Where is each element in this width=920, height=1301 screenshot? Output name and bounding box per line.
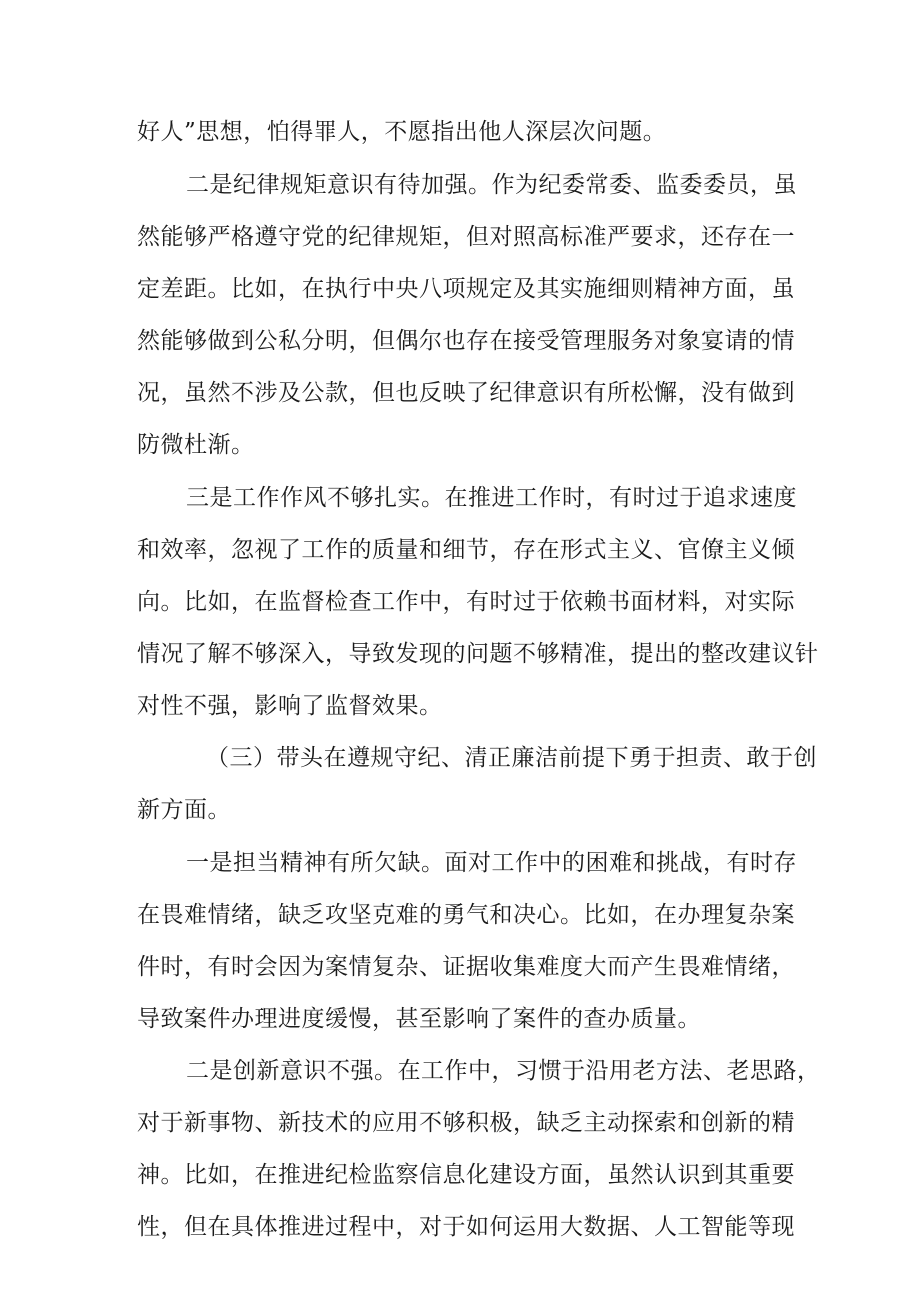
paragraph-responsibility-start: 一是担当精神有所欠缺。面对工作中的困难和挑战，有时存 <box>186 850 797 876</box>
text-line: 况，虽然不涉及公款，但也反映了纪律意识有所松懈，没有做到 <box>137 380 795 406</box>
text-line: 神。比如，在推进纪检监察信息化建设方面，虽然认识到其重要 <box>137 1162 795 1188</box>
text-line: 和效率，忽视了工作的质量和细节，存在形式主义、官僚主义倾 <box>137 537 795 563</box>
paragraph-innovation-start: 二是创新意识不强。在工作中，习惯于沿用老方法、老思路， <box>186 1058 821 1084</box>
text-line: 对性不强，影响了监督效果。 <box>137 693 443 719</box>
text-line: 情况了解不够深入，导致发现的问题不够精准，提出的整改建议针 <box>137 641 819 667</box>
text-line: 向。比如，在监督检查工作中，有时过于依赖书面材料，对实际 <box>137 589 795 615</box>
text-line: 然能够严格遵守党的纪律规矩，但对照高标准严要求，还存在一 <box>137 224 795 250</box>
text-line: 定差距。比如，在执行中央八项规定及其实施细则精神方面，虽 <box>137 276 795 302</box>
text-line: 性，但在具体推进过程中，对于如何运用大数据、人工智能等现 <box>137 1214 795 1240</box>
text-line: 好人”思想，怕得罪人，不愿指出他人深层次问题。 <box>137 119 667 145</box>
text-line: 防微杜渐。 <box>137 432 255 458</box>
paragraph-work-style-start: 三是工作作风不够扎实。在推进工作时，有时过于追求速度 <box>186 485 797 511</box>
text-line: 对于新事物、新技术的应用不够积极，缺乏主动探索和创新的精 <box>137 1110 795 1136</box>
text-line: 然能够做到公私分明，但偶尔也存在接受管理服务对象宴请的情 <box>137 328 795 354</box>
section-heading: （三）带头在遵规守纪、清正廉洁前提下勇于担责、敢于创 <box>206 745 817 771</box>
text-line: 件时，有时会因为案情复杂、证据收集难度大而产生畏难情绪， <box>137 954 795 980</box>
section-heading-continued: 新方面。 <box>137 797 231 823</box>
paragraph-discipline-start: 二是纪律规矩意识有待加强。作为纪委常委、监委委员，虽 <box>186 172 797 198</box>
text-line: 在畏难情绪，缺乏攻坚克难的勇气和决心。比如，在办理复杂案 <box>137 902 795 928</box>
text-line: 导致案件办理进度缓慢，甚至影响了案件的查办质量。 <box>137 1006 701 1032</box>
